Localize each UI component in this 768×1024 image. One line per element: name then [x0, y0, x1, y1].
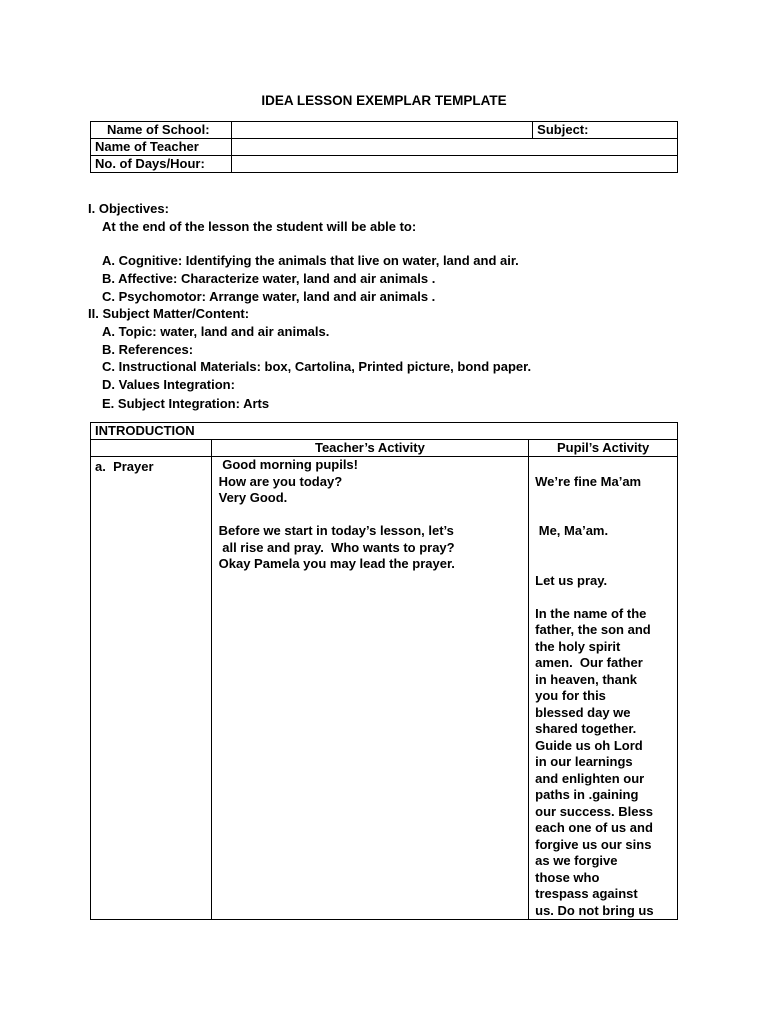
step-label: a. Prayer: [95, 459, 154, 474]
subject-matter-heading: II. Subject Matter/Content:: [88, 306, 250, 321]
school-value: [231, 122, 532, 139]
objectives-heading: I. Objectives:: [88, 201, 169, 216]
activity-row: [91, 457, 678, 920]
subject-matter-item: A. Topic: water, land and air animals.: [102, 324, 330, 339]
days-label: No. of Days/Hour:: [91, 156, 232, 173]
header-row: [91, 440, 678, 457]
teacher-activity-header: Teacher’s Activity: [211, 440, 529, 457]
lesson-activity-table: [90, 422, 678, 920]
section-row: [91, 423, 678, 440]
pupil-activity-cell: [529, 457, 678, 920]
school-row: [91, 122, 678, 139]
pupil-activity-header: Pupil’s Activity: [529, 440, 678, 457]
subject-label: Subject:: [533, 122, 678, 139]
objective-item: C. Psychomotor: Arrange water, land and air animals .: [102, 289, 436, 304]
teacher-activity-text: Good morning pupils! How are you today? Very Good. Before we start in today’s lesson, let’s all rise and pray. Who wants to pray? Okay Pamela you may lead the prayer.: [218, 457, 455, 571]
objectives-intro: At the end of the lesson the student will be able to:: [102, 219, 417, 234]
subject-matter-item: B. References:: [102, 342, 194, 357]
school-label: Name of School:: [91, 122, 232, 139]
subject-matter-item: D. Values Integration:: [102, 377, 235, 392]
teacher-value: [231, 139, 677, 156]
objective-item: B. Affective: Characterize water, land and air animals .: [102, 271, 436, 286]
subject-matter-item: E. Subject Integration: Arts: [102, 396, 270, 411]
step-cell: [91, 457, 212, 920]
teacher-row: [91, 139, 678, 156]
subject-matter-item: C. Instructional Materials: box, Cartolina, Printed picture, bond paper.: [102, 359, 532, 374]
teacher-label: Name of Teacher: [91, 139, 232, 156]
section-label: INTRODUCTION: [91, 423, 678, 440]
step-header: [91, 440, 212, 457]
days-row: [91, 156, 678, 173]
pupil-activity-text: We’re fine Ma’am Me, Ma’am. Let us pray. In the name of the father, the son and the holy spirit amen. Our father in heaven, thank you for this blessed day we shared together. Guide us oh Lord in our learnings and enlighten our paths in .gaining our success. Bless each one of us and forgive us our sins as we forgive those who trespass against us. Do not bring us: [535, 473, 654, 918]
page-title: IDEA LESSON EXEMPLAR TEMPLATE: [261, 93, 507, 108]
days-value: [231, 156, 677, 173]
objective-item: A. Cognitive: Identifying the animals that live on water, land and air.: [102, 253, 519, 268]
school-info-table: [90, 121, 678, 173]
teacher-activity-cell: [211, 457, 529, 920]
